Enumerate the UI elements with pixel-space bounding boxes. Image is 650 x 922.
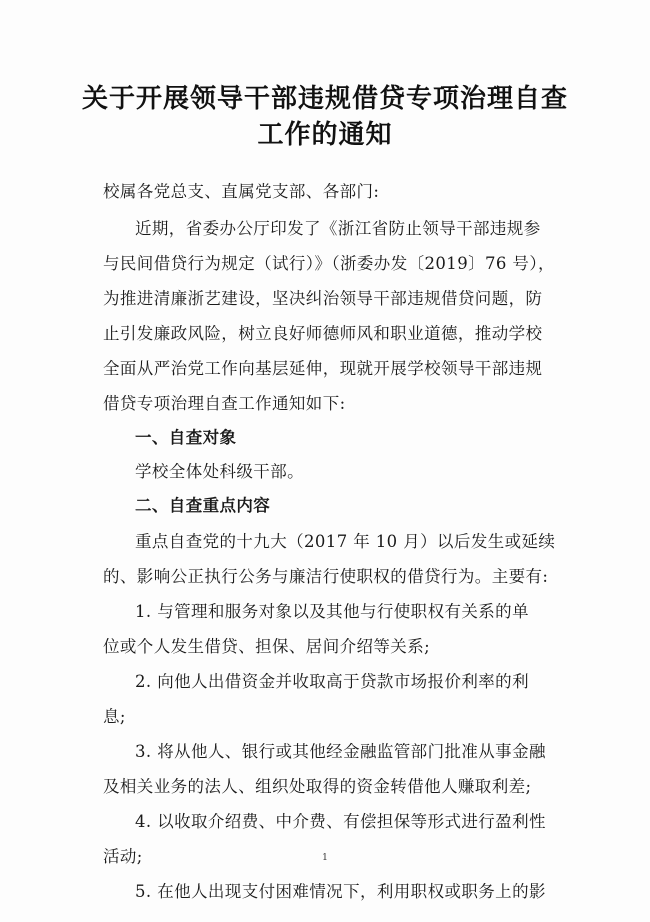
body-line: 全面从严治党工作向基层延伸，现就开展学校领导干部违规 — [103, 359, 543, 378]
list-item-1: 1. 与管理和服务对象以及其他与行使职权有关系的单 — [135, 602, 529, 621]
body-line: 的、影响公正执行公务与廉洁行使职权的借贷行为。主要有: — [103, 567, 549, 586]
body-line: 为推进清廉浙艺建设，坚决纠治领导干部违规借贷问题，防 — [103, 289, 543, 308]
page-number: 1 — [322, 853, 328, 863]
list-item-2-cont: 息; — [103, 707, 126, 726]
list-item-3-cont: 及相关业务的法人、组织处取得的资金转借他人赚取利差; — [103, 777, 532, 796]
body-line: 学校全体处科级干部。 — [135, 462, 304, 481]
body-line: 近期，省委办公厅印发了《浙江省防止领导干部违规参 — [135, 219, 541, 238]
list-item-4-cont: 活动; — [103, 847, 143, 866]
body-line: 重点自查党的十九大（2017 年 10 月）以后发生或延续 — [135, 532, 556, 551]
list-item-5: 5. 在他人出现支付困难情况下，利用职权或职务上的影 — [135, 882, 546, 901]
document-title-line-2: 工作的通知 — [257, 120, 393, 150]
body-line: 借贷专项治理自查工作通知如下: — [103, 394, 346, 413]
list-item-2: 2. 向他人出借资金并收取高于贷款市场报价利率的利 — [135, 672, 529, 691]
list-item-1-cont: 位或个人发生借贷、担保、居间介绍等关系; — [103, 637, 431, 656]
document-title-line-1: 关于开展领导干部违规借贷专项治理自查 — [81, 84, 568, 114]
list-item-4: 4. 以收取介绍费、中介费、有偿担保等形式进行盈利性 — [135, 812, 546, 831]
addressee: 校属各党总支、直属党支部、各部门: — [103, 182, 380, 201]
section-heading-2: 二、自查重点内容 — [135, 496, 271, 515]
list-item-3: 3. 将从他人、银行或其他经金融监管部门批准从事金融 — [135, 742, 546, 761]
section-heading-1: 一、自查对象 — [135, 428, 237, 447]
body-line: 与民间借贷行为规定（试行）》（浙委办发〔2019〕76 号）， — [103, 254, 555, 273]
body-line: 止引发廉政风险，树立良好师德师风和职业道德，推动学校 — [103, 324, 543, 343]
